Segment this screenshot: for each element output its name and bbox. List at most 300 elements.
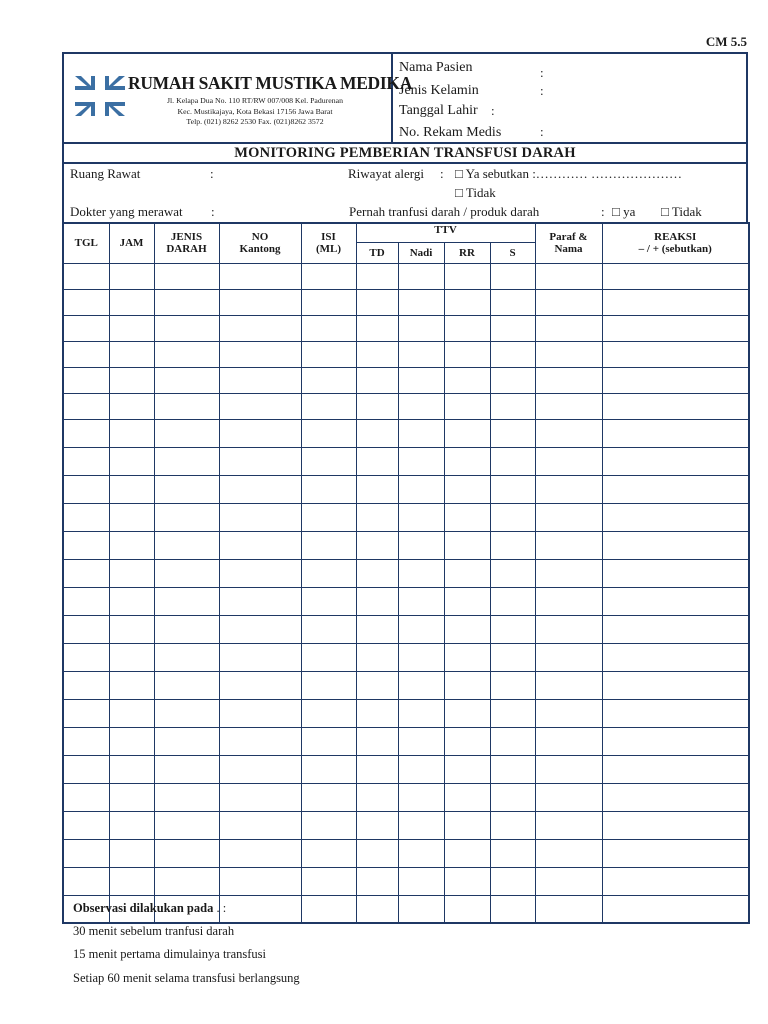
table-cell[interactable] [535,867,602,895]
table-cell[interactable] [301,643,356,671]
table-row [63,367,749,393]
table-cell[interactable] [602,727,749,755]
table-cell[interactable] [219,503,301,531]
table-cell[interactable] [398,289,444,315]
table-cell[interactable] [301,867,356,895]
table-cell[interactable] [63,755,109,783]
table-cell[interactable] [602,755,749,783]
table-cell[interactable] [63,263,109,289]
table-cell[interactable] [535,315,602,341]
table-cell[interactable] [301,447,356,475]
table-cell[interactable] [219,699,301,727]
table-cell[interactable] [444,755,490,783]
hospital-name: RUMAH SAKIT MUSTIKA MEDIKA [128,73,413,93]
transfusion-yes-checkbox[interactable]: □ ya [612,204,636,219]
table-cell[interactable] [63,727,109,755]
table-cell[interactable] [490,419,535,447]
header-jenis-darah: JENIS DARAH [154,223,219,263]
table-cell[interactable] [63,783,109,811]
table-cell[interactable] [154,503,219,531]
table-cell[interactable] [490,811,535,839]
table-cell[interactable] [109,475,154,503]
table-cell[interactable] [356,699,398,727]
medical-record-label: No. Rekam Medis [399,125,502,140]
table-cell[interactable] [63,643,109,671]
table-cell[interactable] [490,699,535,727]
table-cell[interactable] [490,315,535,341]
table-cell[interactable] [154,783,219,811]
table-cell[interactable] [154,559,219,587]
table-cell[interactable] [63,699,109,727]
table-cell[interactable] [602,341,749,367]
table-cell[interactable] [301,559,356,587]
table-cell[interactable] [109,811,154,839]
table-cell[interactable] [109,559,154,587]
table-cell[interactable] [219,755,301,783]
table-cell[interactable] [109,867,154,895]
table-cell[interactable] [490,867,535,895]
table-row [63,263,749,289]
table-cell[interactable] [490,643,535,671]
table-row [63,643,749,671]
table-cell[interactable] [398,895,444,923]
table-cell[interactable] [444,671,490,699]
table-cell[interactable] [356,559,398,587]
table-cell[interactable] [109,419,154,447]
table-cell[interactable] [602,263,749,289]
table-cell[interactable] [535,811,602,839]
table-cell[interactable] [154,839,219,867]
table-cell[interactable] [301,839,356,867]
table-cell[interactable] [63,559,109,587]
table-cell[interactable] [535,503,602,531]
table-cell[interactable] [602,867,749,895]
table-row [63,783,749,811]
header-reaksi-title: REAKSI [654,231,697,244]
table-row [63,587,749,615]
table-cell[interactable] [63,531,109,559]
table-cell[interactable] [154,811,219,839]
table-cell[interactable] [490,615,535,643]
table-cell[interactable] [356,587,398,615]
table-cell[interactable] [109,699,154,727]
table-cell[interactable] [63,615,109,643]
table-cell[interactable] [490,587,535,615]
table-cell[interactable] [154,643,219,671]
table-cell[interactable] [490,755,535,783]
table-cell[interactable] [444,839,490,867]
table-cell[interactable] [356,811,398,839]
table-cell[interactable] [301,289,356,315]
table-cell[interactable] [301,531,356,559]
table-cell[interactable] [535,671,602,699]
table-cell[interactable] [219,289,301,315]
table-cell[interactable] [535,699,602,727]
table-cell[interactable] [444,367,490,393]
table-cell[interactable] [154,393,219,419]
header-s: S [490,242,535,263]
table-cell[interactable] [219,263,301,289]
header-reaksi-sub: – / + (sebutkan) [638,243,712,256]
table-cell[interactable] [444,895,490,923]
table-cell[interactable] [398,615,444,643]
table-cell[interactable] [109,531,154,559]
table-cell[interactable] [356,475,398,503]
table-cell[interactable] [398,447,444,475]
table-cell[interactable] [109,263,154,289]
table-cell[interactable] [535,475,602,503]
table-cell[interactable] [602,643,749,671]
table-cell[interactable] [490,839,535,867]
table-cell[interactable] [356,393,398,419]
table-cell[interactable] [356,727,398,755]
table-cell[interactable] [444,587,490,615]
ward-label: Ruang Rawat [70,166,141,181]
table-cell[interactable] [444,263,490,289]
table-cell[interactable] [444,447,490,475]
table-cell[interactable] [219,315,301,341]
table-cell[interactable] [63,367,109,393]
table-cell[interactable] [398,699,444,727]
table-cell[interactable] [535,839,602,867]
table-cell[interactable] [535,393,602,419]
table-cell[interactable] [535,615,602,643]
table-cell[interactable] [444,643,490,671]
gender-field[interactable]: : [540,83,544,98]
table-cell[interactable] [63,671,109,699]
table-cell[interactable] [219,811,301,839]
table-cell[interactable] [535,643,602,671]
table-cell[interactable] [398,755,444,783]
table-row [63,447,749,475]
table-cell[interactable] [398,367,444,393]
table-cell[interactable] [356,419,398,447]
table-cell[interactable] [154,699,219,727]
table-cell[interactable] [535,367,602,393]
table-cell[interactable] [356,503,398,531]
table-cell[interactable] [356,643,398,671]
table-cell[interactable] [109,315,154,341]
table-cell[interactable] [356,895,398,923]
table-cell[interactable] [109,839,154,867]
table-cell[interactable] [356,315,398,341]
table-cell[interactable] [602,811,749,839]
table-cell[interactable] [301,419,356,447]
table-cell[interactable] [444,475,490,503]
table-cell[interactable] [490,503,535,531]
observation-line-3: Setiap 60 menit selama transfusi berlangsung [73,971,300,985]
table-cell[interactable] [109,367,154,393]
table-cell[interactable] [398,315,444,341]
table-cell[interactable] [602,671,749,699]
table-cell[interactable] [219,895,301,923]
table-cell[interactable] [301,755,356,783]
table-cell[interactable] [490,783,535,811]
table-cell[interactable] [602,475,749,503]
table-cell[interactable] [356,671,398,699]
table-cell[interactable] [490,559,535,587]
table-cell[interactable] [535,895,602,923]
hospital-address-line1: Jl. Kelapa Dua No. 110 RT/RW 007/008 Kel. Padurenan [166,96,343,105]
table-cell[interactable] [109,341,154,367]
table-cell[interactable] [398,341,444,367]
table-cell[interactable] [535,755,602,783]
table-cell[interactable] [444,419,490,447]
table-cell[interactable] [444,289,490,315]
table-cell[interactable] [444,531,490,559]
allergy-no-checkbox[interactable]: □ Tidak [455,185,496,200]
table-cell[interactable] [154,755,219,783]
doctor-label: Dokter yang merawat [70,204,183,219]
table-cell[interactable] [63,419,109,447]
table-cell[interactable] [301,341,356,367]
table-cell[interactable] [602,315,749,341]
table-cell[interactable] [154,671,219,699]
table-cell[interactable] [535,341,602,367]
table-cell[interactable] [154,615,219,643]
table-cell[interactable] [398,867,444,895]
table-cell[interactable] [602,699,749,727]
header-rr: RR [444,242,490,263]
table-cell[interactable] [398,531,444,559]
table-cell[interactable] [602,393,749,419]
table-cell[interactable] [444,615,490,643]
table-cell[interactable] [444,783,490,811]
table-cell[interactable] [444,727,490,755]
table-cell[interactable] [63,289,109,315]
table-cell[interactable] [154,475,219,503]
doctor-field[interactable]: : [211,204,215,219]
table-cell[interactable] [154,341,219,367]
table-cell[interactable] [490,263,535,289]
table-cell[interactable] [109,289,154,315]
table-cell[interactable] [490,671,535,699]
table-cell[interactable] [444,699,490,727]
table-cell[interactable] [301,895,356,923]
table-cell[interactable] [63,587,109,615]
table-cell[interactable] [444,315,490,341]
table-cell[interactable] [398,671,444,699]
table-cell[interactable] [535,727,602,755]
table-cell[interactable] [63,867,109,895]
table-cell[interactable] [398,587,444,615]
table-cell[interactable] [219,475,301,503]
table-cell[interactable] [154,727,219,755]
table-cell[interactable] [398,263,444,289]
table-cell[interactable] [356,867,398,895]
table-cell[interactable] [535,531,602,559]
table-cell[interactable] [63,393,109,419]
table-cell[interactable] [602,447,749,475]
table-row [63,755,749,783]
clinical-info [62,164,748,222]
table-cell[interactable] [301,811,356,839]
table-cell[interactable] [356,783,398,811]
table-cell[interactable] [109,643,154,671]
table-cell[interactable] [398,559,444,587]
table-cell[interactable] [63,839,109,867]
table-cell[interactable] [398,393,444,419]
allergy-yes-checkbox[interactable]: □ Ya sebutkan :………… ………………… [455,166,683,181]
table-cell[interactable] [219,531,301,559]
table-cell[interactable] [154,587,219,615]
table-cell[interactable] [602,419,749,447]
table-cell[interactable] [602,895,749,923]
table-cell[interactable] [356,367,398,393]
table-cell[interactable] [444,503,490,531]
table-cell[interactable] [356,263,398,289]
table-cell[interactable] [490,727,535,755]
table-cell[interactable] [490,475,535,503]
table-cell[interactable] [444,393,490,419]
table-cell[interactable] [602,503,749,531]
table-cell[interactable] [490,289,535,315]
table-cell[interactable] [356,289,398,315]
table-cell[interactable] [602,531,749,559]
table-cell[interactable] [301,727,356,755]
table-cell[interactable] [535,783,602,811]
table-cell[interactable] [219,615,301,643]
table-cell[interactable] [219,727,301,755]
table-row [63,475,749,503]
table-cell[interactable] [602,289,749,315]
table-row [63,289,749,315]
table-cell[interactable] [63,447,109,475]
table-cell[interactable] [154,367,219,393]
table-cell[interactable] [398,783,444,811]
table-cell[interactable] [219,839,301,867]
table-cell[interactable] [219,643,301,671]
table-cell[interactable] [219,341,301,367]
table-cell[interactable] [535,447,602,475]
table-cell[interactable] [219,587,301,615]
table-cell[interactable] [154,289,219,315]
table-cell[interactable] [63,503,109,531]
table-cell[interactable] [301,587,356,615]
table-cell[interactable] [398,839,444,867]
table-cell[interactable] [301,615,356,643]
table-cell[interactable] [398,419,444,447]
table-row [63,341,749,367]
table-cell[interactable] [398,475,444,503]
table-cell[interactable] [444,341,490,367]
table-cell[interactable] [154,315,219,341]
table-cell[interactable] [356,755,398,783]
table-cell[interactable] [219,671,301,699]
medical-record-field[interactable]: : [540,124,544,139]
table-cell[interactable] [301,783,356,811]
table-cell[interactable] [398,811,444,839]
table-cell[interactable] [154,447,219,475]
hospital-logo-icon [72,72,128,128]
table-cell[interactable] [490,447,535,475]
table-cell[interactable] [109,727,154,755]
table-cell[interactable] [219,393,301,419]
table-cell[interactable] [154,419,219,447]
table-cell[interactable] [356,839,398,867]
table-cell[interactable] [301,699,356,727]
dob-field[interactable]: : [491,103,495,118]
table-cell[interactable] [490,367,535,393]
table-cell[interactable] [444,867,490,895]
table-cell[interactable] [602,839,749,867]
table-row [63,419,749,447]
table-cell[interactable] [109,671,154,699]
table-cell[interactable] [109,755,154,783]
table-cell[interactable] [219,419,301,447]
table-cell[interactable] [301,367,356,393]
transfusion-no-checkbox[interactable]: □ Tidak [661,204,702,219]
table-cell[interactable] [398,503,444,531]
table-cell[interactable] [301,393,356,419]
table-cell[interactable] [490,895,535,923]
table-cell[interactable] [490,393,535,419]
table-cell[interactable] [301,671,356,699]
table-cell[interactable] [444,559,490,587]
table-cell[interactable] [219,559,301,587]
table-cell[interactable] [154,263,219,289]
table-cell[interactable] [490,341,535,367]
table-cell[interactable] [63,475,109,503]
table-cell[interactable] [535,559,602,587]
table-cell[interactable] [490,531,535,559]
table-cell[interactable] [109,783,154,811]
table-cell[interactable] [63,341,109,367]
table-row [63,503,749,531]
table-cell[interactable] [602,367,749,393]
table-cell[interactable] [154,531,219,559]
table-cell[interactable] [444,811,490,839]
patient-name-field[interactable]: : [540,65,544,80]
table-cell[interactable] [219,867,301,895]
form-code: CM 5.5 [705,34,747,49]
table-cell[interactable] [602,783,749,811]
table-cell[interactable] [109,447,154,475]
table-cell[interactable] [535,263,602,289]
table-cell[interactable] [109,615,154,643]
ward-field[interactable]: : [210,166,214,181]
table-cell[interactable] [219,367,301,393]
table-cell[interactable] [535,289,602,315]
table-cell[interactable] [602,559,749,587]
table-cell[interactable] [219,783,301,811]
table-cell[interactable] [63,811,109,839]
table-cell[interactable] [356,615,398,643]
table-cell[interactable] [109,503,154,531]
table-cell[interactable] [535,587,602,615]
table-cell[interactable] [301,263,356,289]
table-cell[interactable] [356,531,398,559]
table-cell[interactable] [356,447,398,475]
table-cell[interactable] [535,419,602,447]
table-cell[interactable] [63,315,109,341]
table-cell[interactable] [398,727,444,755]
table-row [63,727,749,755]
table-cell[interactable] [301,503,356,531]
table-cell[interactable] [154,867,219,895]
table-cell[interactable] [602,615,749,643]
header-paraf-nama: Paraf & Nama [535,223,602,263]
table-cell[interactable] [356,341,398,367]
table-row [63,699,749,727]
table-cell[interactable] [219,447,301,475]
table-cell[interactable] [109,587,154,615]
table-cell[interactable] [602,587,749,615]
table-cell[interactable] [398,643,444,671]
table-cell[interactable] [301,315,356,341]
table-cell[interactable] [109,393,154,419]
table-cell[interactable] [301,475,356,503]
